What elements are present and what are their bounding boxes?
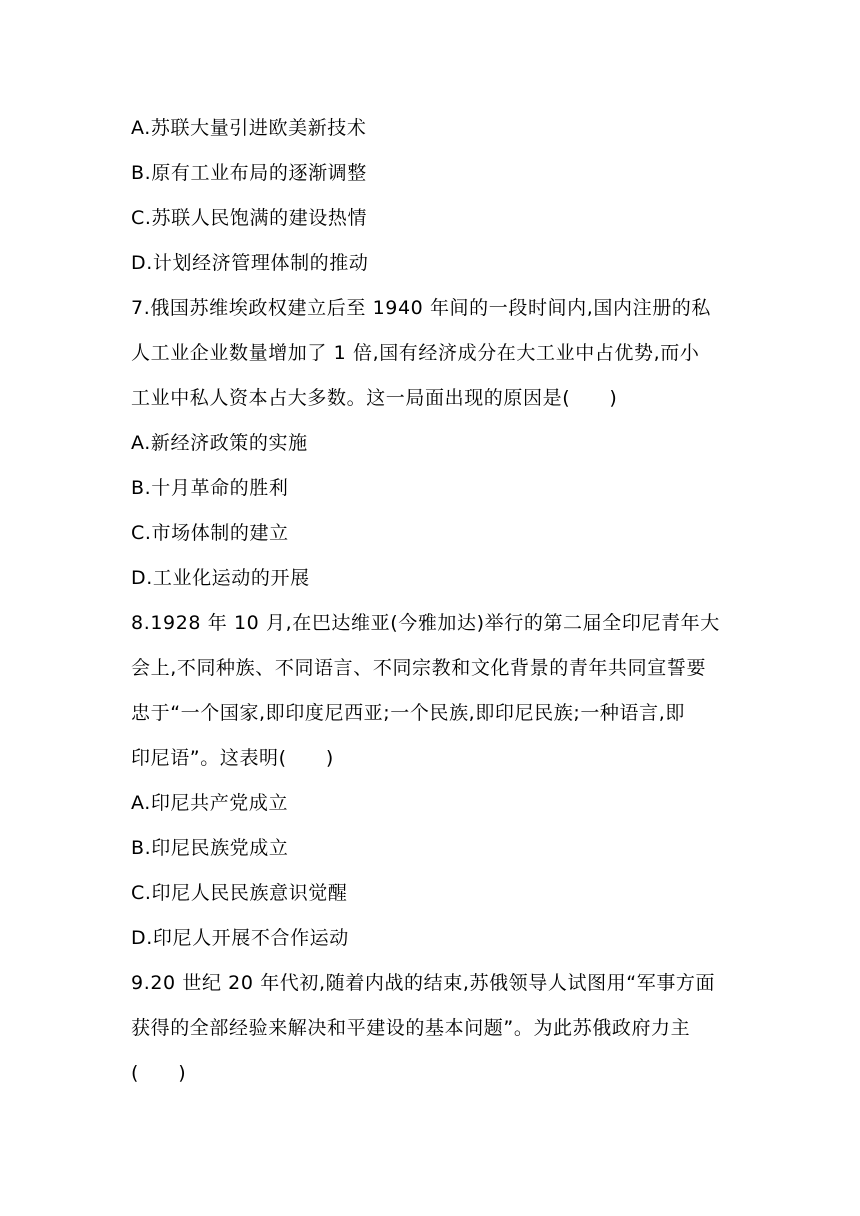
q8-stem-line-2: 会上,不同种族、不同语言、不同宗教和文化背景的青年共同宣誓要	[131, 657, 707, 679]
q9-stem-line-1: 9.20 世纪 20 年代初,随着内战的结束,苏俄领导人试图用“军事方面	[131, 972, 716, 994]
q7-option-d: D.工业化运动的开展	[131, 567, 310, 589]
q6-option-b: B.原有工业布局的逐渐调整	[131, 162, 367, 184]
q7-stem-line-2: 人工业企业数量增加了 1 倍,国有经济成分在大工业中占优势,而小	[131, 342, 700, 364]
q8-option-b: B.印尼民族党成立	[131, 837, 289, 859]
q8-option-c: C.印尼人民民族意识觉醒	[131, 882, 348, 904]
q6-option-d: D.计划经济管理体制的推动	[131, 252, 369, 274]
q7-option-c: C.市场体制的建立	[131, 522, 289, 544]
q9-stem-line-3: ( )	[131, 1062, 187, 1084]
q8-option-a: A.印尼共产党成立	[131, 792, 289, 814]
q6-option-a: A.苏联大量引进欧美新技术	[131, 117, 367, 139]
q6-option-c: C.苏联人民饱满的建设热情	[131, 207, 368, 229]
q7-option-a: A.新经济政策的实施	[131, 432, 308, 454]
q8-stem-line-1: 8.1928 年 10 月,在巴达维亚(今雅加达)举行的第二届全印尼青年大	[131, 612, 720, 634]
q7-stem-line-3: 工业中私人资本占大多数。这一局面出现的原因是( )	[131, 387, 618, 409]
q8-stem-line-3: 忠于“一个国家,即印度尼西亚;一个民族,即印尼民族;一种语言,即	[131, 702, 685, 724]
q7-stem-line-1: 7.俄国苏维埃政权建立后至 1940 年间的一段时间内,国内注册的私	[131, 297, 712, 319]
q8-stem-line-4: 印尼语”。这表明( )	[131, 747, 334, 769]
q9-stem-line-2: 获得的全部经验来解决和平建设的基本问题”。为此苏俄政府力主	[131, 1017, 691, 1039]
q7-option-b: B.十月革命的胜利	[131, 477, 289, 499]
q8-option-d: D.印尼人开展不合作运动	[131, 927, 349, 949]
